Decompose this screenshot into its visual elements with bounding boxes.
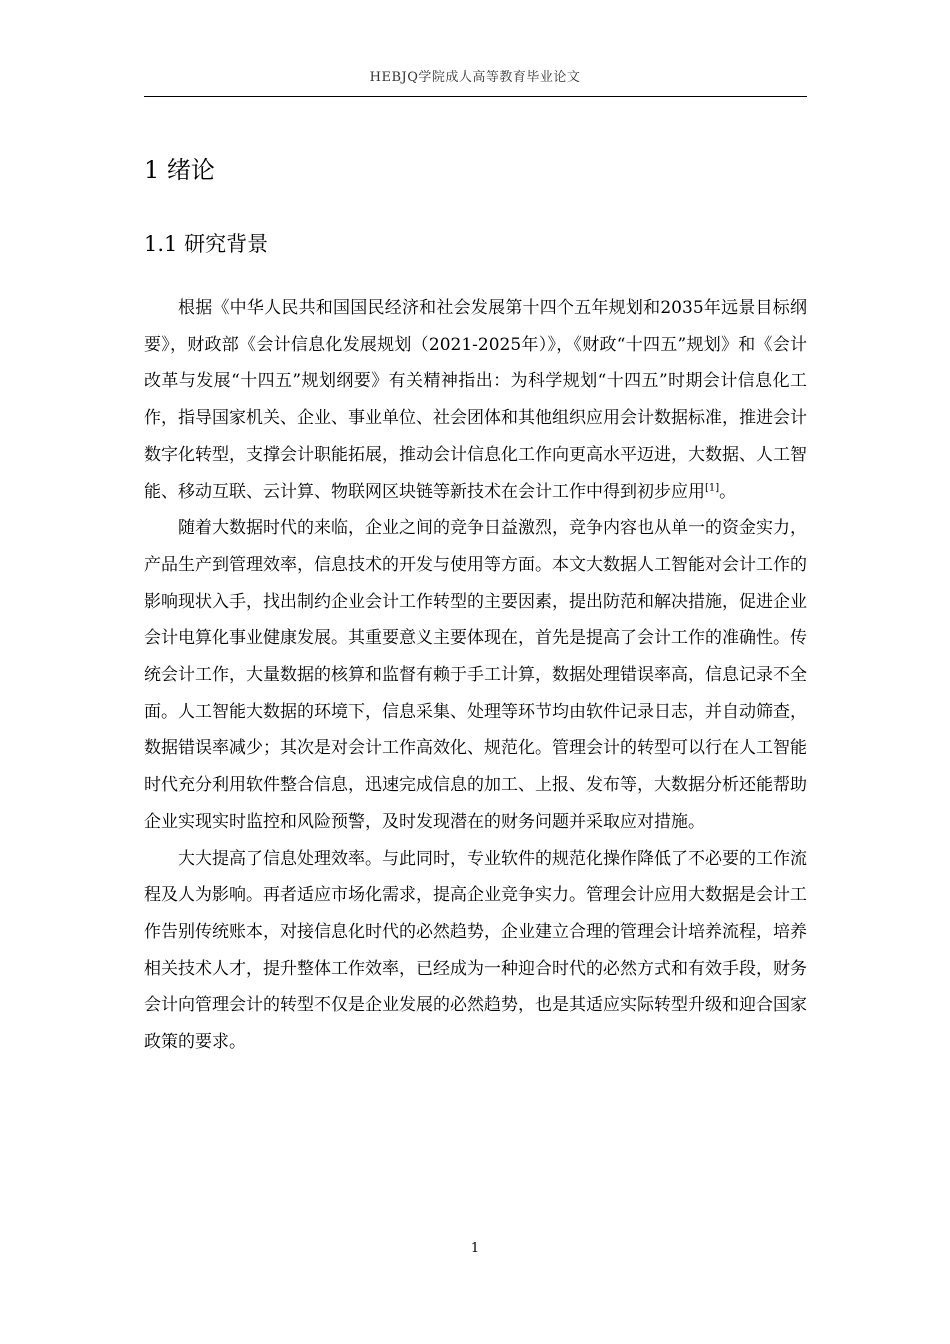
page-header: HEBJQ学院成人高等教育毕业论文 <box>369 70 581 85</box>
paragraph-1-text: 根据《中华人民共和国国民经济和社会发展第十四个五年规划和2035年远景目标纲要》，财政部《会计信息化发展规划（2021-2025年）》，《财政“十四五”规划》和《会计改革与发展“十四五”规划纲要》有关精神指出：为科学规划“十四五”时期会计信息化工作，指导国家机关、企业、事业单位、社会团体和其他组织应用会计数据标准，推进会计数字化转型，支撑会计职能拓展，推动会计信息化工作向更高水平迈进，大数据、人工智能、移动互联、云计算、物联网区块链等新技术在会计工作中得到初步应用 <box>144 298 807 502</box>
section-title: 1.1 研究背景 <box>144 232 269 256</box>
paragraph-1-end: 。 <box>719 481 737 502</box>
page-number: 1 <box>470 1241 480 1256</box>
paragraph-3: 大大提高了信息处理效率。与此同时，专业软件的规范化操作降低了不必要的工作流程及人为影响。再者适应市场化需求，提高企业竞争实力。管理会计应用大数据是会计工作告别传统账本，对接信息化时代的必然趋势，企业建立合理的管理会计培养流程，培养相关技术人才，提升整体工作效率，已经成为一种迎合时代的必然方式和有效手段，财务会计向管理会计的转型不仅是企业发展的必然趋势，也是其适应实际转型升级和迎合国家政策的要求。 <box>144 848 807 1053</box>
paragraph-1 <box>144 290 807 510</box>
header-divider <box>144 96 807 97</box>
chapter-title: 1 绪论 <box>144 156 215 184</box>
citation-reference: [1] <box>705 481 720 493</box>
paragraph-2: 随着大数据时代的来临，企业之间的竞争日益激烈，竞争内容也从单一的资金实力，产品生产到管理效率，信息技术的开发与使用等方面。本文大数据人工智能对会计工作的影响现状入手，找出制约企业会计工作转型的主要因素，提出防范和解决措施，促进企业会计电算化事业健康发展。其重要意义主要体现在，首先是提高了会计工作的准确性。传统会计工作，大量数据的核算和监督有赖于手工计算，数据处理错误率高，信息记录不全面。人工智能大数据的环境下，信息采集、处理等环节均由软件记录日志，并自动筛查，数据错误率减少；其次是对会计工作高效化、规范化。管理会计的转型可以行在人工智能时代充分利用软件整合信息，迅速完成信息的加工、上报、发布等，大数据分析还能帮助企业实现实时监控和风险预警，及时发现潜在的财务问题并采取应对措施。 <box>144 518 807 832</box>
body-text <box>144 290 807 1061</box>
